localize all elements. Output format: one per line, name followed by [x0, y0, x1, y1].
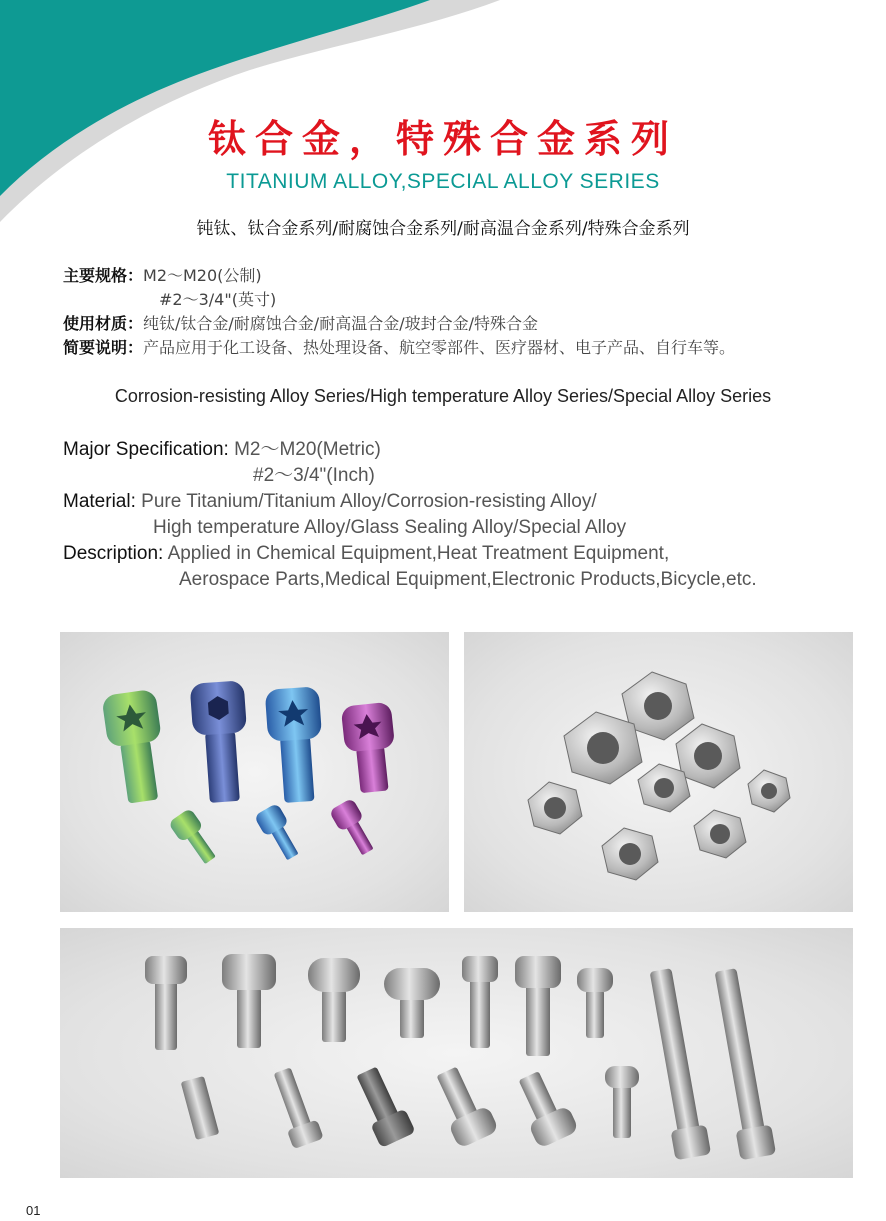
en-desc-row — [63, 541, 757, 567]
cn-spec-label: 主要规格： — [63, 266, 144, 285]
en-spec-value-inch: #2～3/4"(Inch) — [253, 465, 375, 486]
cn-desc-row — [63, 336, 735, 360]
en-material-row — [63, 489, 757, 515]
en-spec-label: Major Specification: — [63, 439, 229, 460]
cn-desc-label: 简要说明： — [63, 338, 144, 357]
cn-spec-row — [63, 264, 735, 288]
cn-material-value: 纯钛/钛合金/耐腐蚀合金/耐高温合金/玻封合金/特殊合金 — [143, 314, 538, 333]
page-title-chinese: 钛合金，特殊合金系列 — [207, 117, 678, 161]
en-material-label: Material: — [63, 491, 136, 512]
en-spec-row — [63, 437, 757, 463]
cn-spec-value-inch: #2～3/4"(英寸) — [159, 290, 277, 309]
cn-desc-value: 产品应用于化工设备、热处理设备、航空零部件、医疗器材、电子产品、自行车等。 — [143, 338, 736, 357]
en-desc-value-2: Aerospace Parts,Medical Equipment,Electronic Products,Bicycle,etc. — [179, 569, 757, 590]
cn-material-label: 使用材质： — [63, 314, 144, 333]
photo-titanium-cap-screws — [60, 632, 449, 912]
photo-hex-nuts — [464, 632, 853, 912]
cn-material-row — [63, 312, 735, 336]
page-title-english: TITANIUM ALLOY,SPECIAL ALLOY SERIES — [226, 170, 660, 193]
series-list-chinese: 钝钛、钛合金系列/耐腐蚀合金系列/耐高温合金系列/特殊合金系列 — [196, 219, 690, 239]
english-spec-block — [63, 437, 757, 593]
en-desc-label: Description: — [63, 543, 164, 564]
en-material-value-1: Pure Titanium/Titanium Alloy/Corrosion-resisting Alloy/ — [141, 491, 597, 512]
en-material-value-2: High temperature Alloy/Glass Sealing Alloy/Special Alloy — [153, 517, 627, 538]
en-spec-value-metric: M2～M20(Metric) — [234, 439, 381, 460]
page-number: 01 — [26, 1203, 41, 1218]
series-list-english: Corrosion-resisting Alloy Series/High temperature Alloy Series/Special Alloy Series — [114, 386, 772, 406]
cn-spec-value-metric: M2～M20(公制) — [143, 266, 262, 285]
chinese-spec-block — [63, 264, 735, 360]
en-desc-value-1: Applied in Chemical Equipment,Heat Treatment Equipment, — [167, 543, 670, 564]
photo-assorted-fasteners — [60, 928, 853, 1178]
